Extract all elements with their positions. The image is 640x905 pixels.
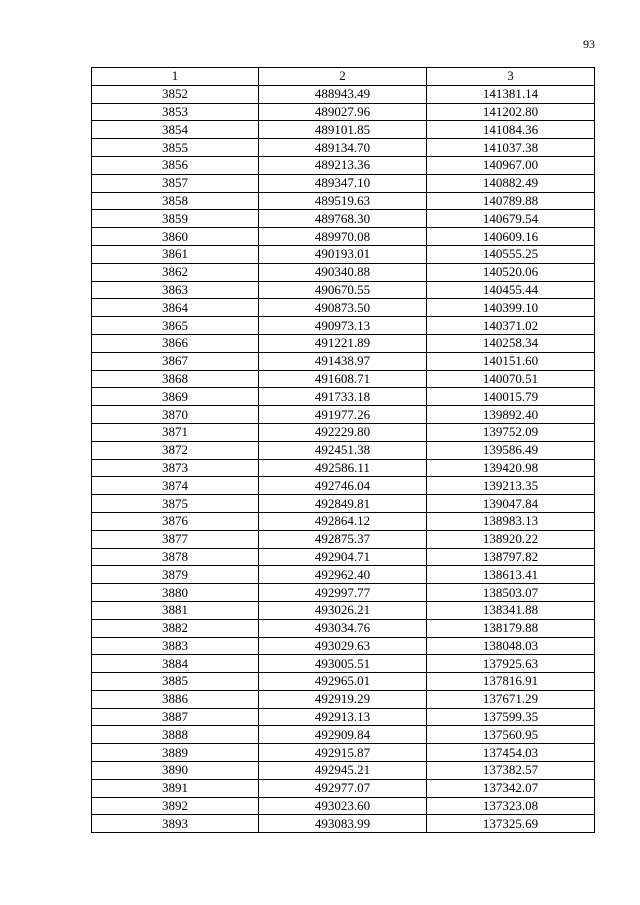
page-number: 93 xyxy=(583,37,595,51)
table-cell: 137454.03 xyxy=(427,744,595,762)
table-row xyxy=(92,121,595,139)
table-cell: 3874 xyxy=(92,477,259,495)
table-row xyxy=(92,388,595,406)
table-row xyxy=(92,655,595,673)
table-cell: 3890 xyxy=(92,762,259,780)
table-cell: 140555.25 xyxy=(427,245,595,263)
table-cell: 492746.04 xyxy=(259,477,427,495)
table-cell: 3857 xyxy=(92,174,259,192)
table-row xyxy=(92,815,595,833)
table-cell: 3884 xyxy=(92,655,259,673)
table-cell: 492997.77 xyxy=(259,584,427,602)
table-cell: 3873 xyxy=(92,459,259,477)
table-row xyxy=(92,139,595,157)
table-cell: 140882.49 xyxy=(427,174,595,192)
table-cell: 3860 xyxy=(92,228,259,246)
table-row xyxy=(92,245,595,263)
table-cell: 140679.54 xyxy=(427,210,595,228)
table-header-row xyxy=(92,68,595,86)
table-row xyxy=(92,192,595,210)
table-cell: 141381.14 xyxy=(427,85,595,103)
table-cell: 489027.96 xyxy=(259,103,427,121)
column-header-1: 1 xyxy=(92,68,259,86)
table-cell: 3870 xyxy=(92,406,259,424)
table-row xyxy=(92,530,595,548)
table-cell: 3886 xyxy=(92,690,259,708)
coordinates-table xyxy=(91,67,595,833)
table-body xyxy=(92,85,595,832)
table-cell: 137323.08 xyxy=(427,797,595,815)
table-row xyxy=(92,601,595,619)
table-row xyxy=(92,174,595,192)
table-cell: 139213.35 xyxy=(427,477,595,495)
table-cell: 3875 xyxy=(92,495,259,513)
table-cell: 492945.21 xyxy=(259,762,427,780)
table-cell: 3852 xyxy=(92,85,259,103)
table-cell: 138048.03 xyxy=(427,637,595,655)
table-cell: 491221.89 xyxy=(259,334,427,352)
table-cell: 493083.99 xyxy=(259,815,427,833)
table-cell: 3879 xyxy=(92,566,259,584)
table-cell: 489347.10 xyxy=(259,174,427,192)
table-cell: 137342.07 xyxy=(427,779,595,797)
table-row xyxy=(92,566,595,584)
table-cell: 492586.11 xyxy=(259,459,427,477)
table-cell: 492849.81 xyxy=(259,495,427,513)
table-row xyxy=(92,797,595,815)
table-cell: 492919.29 xyxy=(259,690,427,708)
table-row xyxy=(92,334,595,352)
table-cell: 3881 xyxy=(92,601,259,619)
table-cell: 140789.88 xyxy=(427,192,595,210)
table-cell: 141202.80 xyxy=(427,103,595,121)
table-cell: 140070.51 xyxy=(427,370,595,388)
table-row xyxy=(92,495,595,513)
table-row xyxy=(92,548,595,566)
table-cell: 491977.26 xyxy=(259,406,427,424)
table-cell: 140258.34 xyxy=(427,334,595,352)
table-cell: 140967.00 xyxy=(427,156,595,174)
table-cell: 492909.84 xyxy=(259,726,427,744)
table-cell: 489101.85 xyxy=(259,121,427,139)
table-cell: 3876 xyxy=(92,512,259,530)
table-cell: 492962.40 xyxy=(259,566,427,584)
table-row xyxy=(92,263,595,281)
table-cell: 488943.49 xyxy=(259,85,427,103)
table-cell: 3877 xyxy=(92,530,259,548)
table-cell: 489134.70 xyxy=(259,139,427,157)
table-cell: 138503.07 xyxy=(427,584,595,602)
table-cell: 493034.76 xyxy=(259,619,427,637)
table-row xyxy=(92,584,595,602)
table-cell: 3855 xyxy=(92,139,259,157)
table-cell: 3863 xyxy=(92,281,259,299)
table-row xyxy=(92,423,595,441)
table-cell: 3885 xyxy=(92,673,259,691)
table-cell: 3883 xyxy=(92,637,259,655)
table-cell: 137599.35 xyxy=(427,708,595,726)
table-cell: 137325.69 xyxy=(427,815,595,833)
table-cell: 489519.63 xyxy=(259,192,427,210)
table-cell: 3866 xyxy=(92,334,259,352)
table-row xyxy=(92,352,595,370)
table-cell: 138341.88 xyxy=(427,601,595,619)
table-row xyxy=(92,512,595,530)
table-row xyxy=(92,708,595,726)
table-cell: 3858 xyxy=(92,192,259,210)
table-cell: 3893 xyxy=(92,815,259,833)
table-cell: 140520.06 xyxy=(427,263,595,281)
table-cell: 3869 xyxy=(92,388,259,406)
table-row xyxy=(92,210,595,228)
table-cell: 490670.55 xyxy=(259,281,427,299)
table-cell: 137382.57 xyxy=(427,762,595,780)
table-row xyxy=(92,156,595,174)
table-cell: 3878 xyxy=(92,548,259,566)
table-cell: 3892 xyxy=(92,797,259,815)
table-cell: 137925.63 xyxy=(427,655,595,673)
table-cell: 490340.88 xyxy=(259,263,427,281)
table-cell: 490873.50 xyxy=(259,299,427,317)
table-row xyxy=(92,744,595,762)
table-cell: 138179.88 xyxy=(427,619,595,637)
table-cell: 492915.87 xyxy=(259,744,427,762)
table-cell: 141037.38 xyxy=(427,139,595,157)
table-row xyxy=(92,477,595,495)
table-cell: 140399.10 xyxy=(427,299,595,317)
table-cell: 140151.60 xyxy=(427,352,595,370)
table-cell: 139047.84 xyxy=(427,495,595,513)
table-cell: 140371.02 xyxy=(427,317,595,335)
table-cell: 492977.07 xyxy=(259,779,427,797)
table-row xyxy=(92,779,595,797)
table-cell: 137816.91 xyxy=(427,673,595,691)
table-row xyxy=(92,406,595,424)
table-cell: 138920.22 xyxy=(427,530,595,548)
table-row xyxy=(92,762,595,780)
table-row xyxy=(92,228,595,246)
table-row xyxy=(92,317,595,335)
table-cell: 3889 xyxy=(92,744,259,762)
table-cell: 3856 xyxy=(92,156,259,174)
table-row xyxy=(92,673,595,691)
table-cell: 3887 xyxy=(92,708,259,726)
table-row xyxy=(92,459,595,477)
table-cell: 493026.21 xyxy=(259,601,427,619)
table-row xyxy=(92,370,595,388)
table-cell: 492451.38 xyxy=(259,441,427,459)
table-cell: 3854 xyxy=(92,121,259,139)
table-cell: 492864.12 xyxy=(259,512,427,530)
table-cell: 3861 xyxy=(92,245,259,263)
table-cell: 138797.82 xyxy=(427,548,595,566)
table-cell: 491438.97 xyxy=(259,352,427,370)
table-cell: 3868 xyxy=(92,370,259,388)
table-cell: 138613.41 xyxy=(427,566,595,584)
table-cell: 137671.29 xyxy=(427,690,595,708)
table-row xyxy=(92,619,595,637)
table-cell: 139586.49 xyxy=(427,441,595,459)
table-cell: 3891 xyxy=(92,779,259,797)
table-cell: 139752.09 xyxy=(427,423,595,441)
table-row xyxy=(92,103,595,121)
table-cell: 492965.01 xyxy=(259,673,427,691)
column-header-2: 2 xyxy=(259,68,427,86)
table-cell: 493029.63 xyxy=(259,637,427,655)
table-cell: 3888 xyxy=(92,726,259,744)
table-cell: 3871 xyxy=(92,423,259,441)
table-cell: 3862 xyxy=(92,263,259,281)
table-cell: 490973.13 xyxy=(259,317,427,335)
table-cell: 492229.80 xyxy=(259,423,427,441)
column-header-3: 3 xyxy=(427,68,595,86)
table-cell: 489768.30 xyxy=(259,210,427,228)
table-cell: 489970.08 xyxy=(259,228,427,246)
table-cell: 3853 xyxy=(92,103,259,121)
table-row xyxy=(92,299,595,317)
table-cell: 138983.13 xyxy=(427,512,595,530)
table-row xyxy=(92,441,595,459)
table-cell: 489213.36 xyxy=(259,156,427,174)
table-cell: 491608.71 xyxy=(259,370,427,388)
table-cell: 3880 xyxy=(92,584,259,602)
table-row xyxy=(92,281,595,299)
table-cell: 139892.40 xyxy=(427,406,595,424)
table-cell: 141084.36 xyxy=(427,121,595,139)
table-cell: 3865 xyxy=(92,317,259,335)
table-row xyxy=(92,85,595,103)
table-cell: 3872 xyxy=(92,441,259,459)
table-cell: 3882 xyxy=(92,619,259,637)
table-row xyxy=(92,726,595,744)
table-cell: 140609.16 xyxy=(427,228,595,246)
table-row xyxy=(92,637,595,655)
table-cell: 492904.71 xyxy=(259,548,427,566)
table-cell: 490193.01 xyxy=(259,245,427,263)
table-cell: 3859 xyxy=(92,210,259,228)
table-cell: 3864 xyxy=(92,299,259,317)
table-cell: 493005.51 xyxy=(259,655,427,673)
table-cell: 492913.13 xyxy=(259,708,427,726)
table-cell: 137560.95 xyxy=(427,726,595,744)
table-cell: 140455.44 xyxy=(427,281,595,299)
table-cell: 491733.18 xyxy=(259,388,427,406)
table-cell: 493023.60 xyxy=(259,797,427,815)
table-cell: 139420.98 xyxy=(427,459,595,477)
table-row xyxy=(92,690,595,708)
table-cell: 140015.79 xyxy=(427,388,595,406)
table-cell: 3867 xyxy=(92,352,259,370)
table-cell: 492875.37 xyxy=(259,530,427,548)
